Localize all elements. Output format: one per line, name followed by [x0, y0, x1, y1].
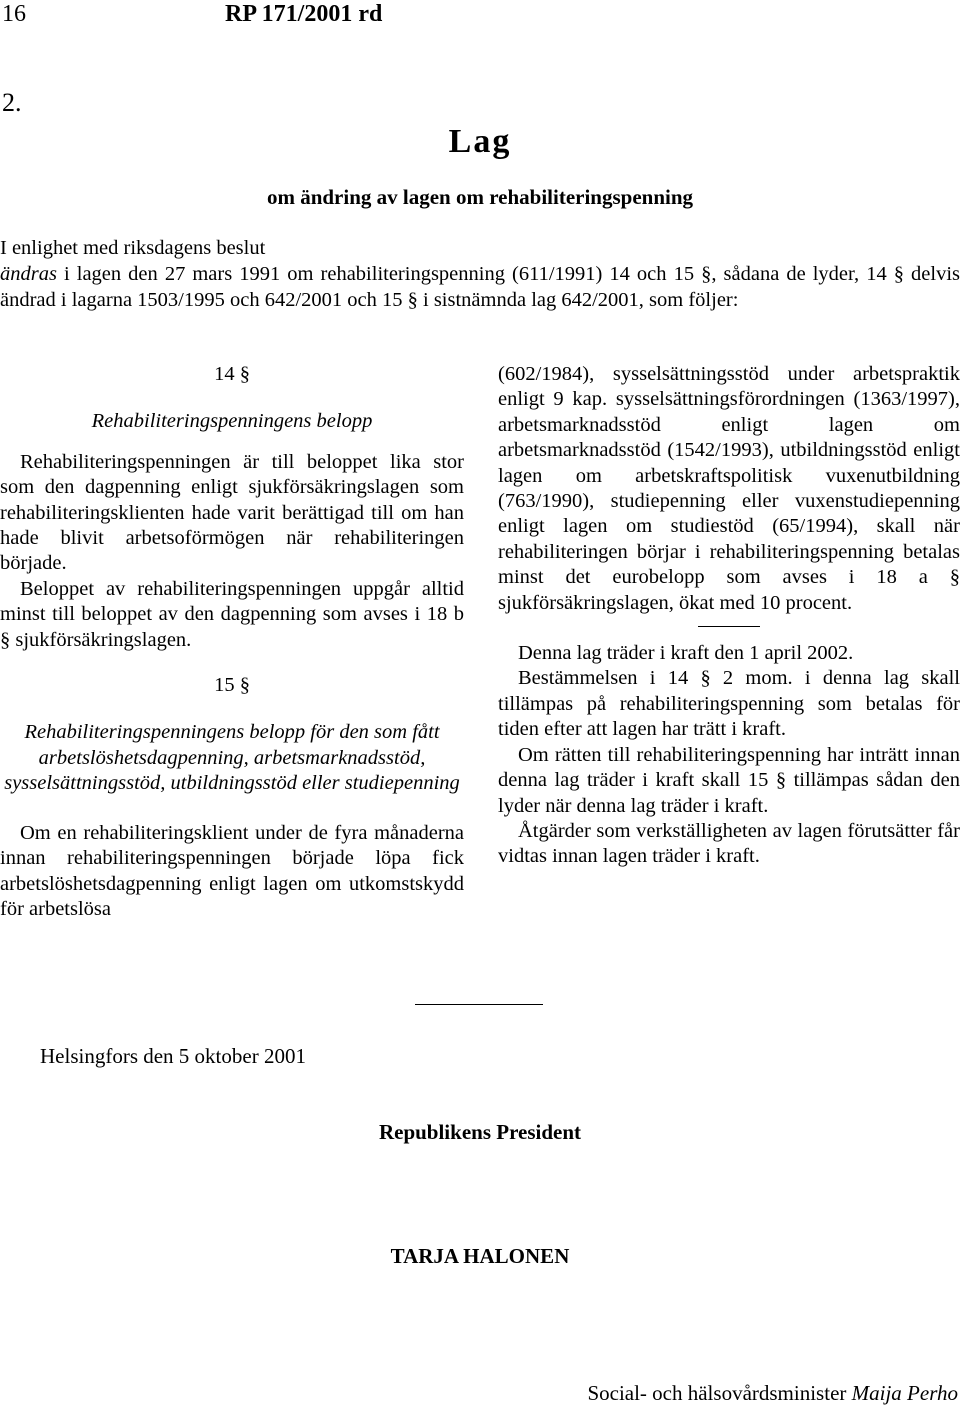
enactment-line: I enlighet med riksdagens beslut [0, 237, 266, 259]
section-15-paragraph-1-part-2: (602/1984), sysselsättningsstöd under arbetspraktik enligt 9 kap. sysselsättningsförordningen (1363/1997), arbetsmarknadsstöd enligt lagen om arbetsmarknadsstöd (1542/1993), utbildningsstöd enligt lagen om arbetskraftspolitisk vuxenutbildning (763/1990), studiepenning eller vuxenstudiepenning enligt lagen om studiestöd (65/1994), skall när rehabiliteringen börjar i rehabiliteringspenning betalas minst det eurobelopp som avses i 18 a § sjukförsäkringslagen, ökat med 10 procent. [498, 363, 960, 614]
amendment-verb: ändras [0, 263, 57, 285]
transitional-provision-2: Om rätten till rehabiliteringspenning har inträtt innan denna lag träder i kraft skall 15 § tillämpas sådan den lyder när denna lag träder i kraft. [498, 743, 960, 817]
president-name: TARJA HALONEN [390, 1244, 570, 1268]
amendment-rest: i lagen den 27 mars 1991 om rehabiliteringspenning (611/1991) 14 och 15 §, sådana de lyder, 14 § delvis ändrad i lagarna 1503/1995 och 642/2001 och 15 § i sistnämnda lag 642/2001, som följer: [0, 263, 960, 311]
section-14-paragraph-2: Beloppet av rehabiliteringspenningen uppgår alltid minst till beloppet av den dagpenning som avses i 18 b § sjukförsäkringslagen. [0, 577, 464, 651]
transitional-provision-3: Åtgärder som verkställigheten av lagen förutsätter får vidtas innan lagen träder i kraft. [498, 819, 960, 868]
section-15-heading: Rehabiliteringspenningens belopp för den som fått arbetslöshetsdagpenning, arbetsmarknadsstöd, sysselsättningsstöd, utbildningsstöd eller studiepenning [4, 721, 460, 795]
president-title: Republikens President [378, 1120, 582, 1144]
item-number: 2. [2, 88, 22, 117]
document-reference: RP 171/2001 rd [225, 1, 383, 27]
minister-signature [587, 1380, 958, 1406]
minister-name: Maija Perho [851, 1381, 958, 1405]
law-subtitle: om ändring av lagen om rehabiliteringspenning [266, 185, 694, 209]
section-14-heading: Rehabiliteringspenningens belopp [91, 410, 373, 433]
transitional-provision-1: Bestämmelsen i 14 § 2 mom. i denna lag skall tillämpas på rehabiliteringspenning som betalas för tiden efter att lagen har trätt i kraft. [498, 667, 960, 741]
section-14-paragraph-1: Rehabiliteringspenningen är till beloppet lika stor som den dagpenning enligt sjukförsäkringslagen som rehabiliteringsklienten hade varit berättigad till om han hade blivit arbetsoförmögen när rehabiliteringen började. [0, 450, 464, 575]
end-of-law-rule [415, 1004, 543, 1005]
page-number: 16 [2, 1, 26, 27]
law-title: Lag [448, 123, 512, 160]
enactment-clause [0, 235, 960, 313]
minister-title: Social- och hälsovårdsminister [587, 1381, 847, 1405]
entry-into-force: Denna lag träder i kraft den 1 april 2002. [518, 642, 854, 665]
section-15-number: 15 § [214, 674, 250, 697]
left-column [0, 362, 464, 922]
section-divider [698, 626, 760, 627]
place-and-date: Helsingfors den 5 oktober 2001 [40, 1044, 306, 1068]
section-14-number: 14 § [214, 363, 250, 385]
amendment-text [0, 261, 960, 313]
right-column [498, 362, 960, 870]
section-15-paragraph-1-part-1: Om en rehabiliteringsklient under de fyra månaderna innan rehabiliteringspenningen började löpa fick arbetslöshetsdagpenning enligt lagen om utkomstskydd för arbetslösa [0, 821, 464, 920]
